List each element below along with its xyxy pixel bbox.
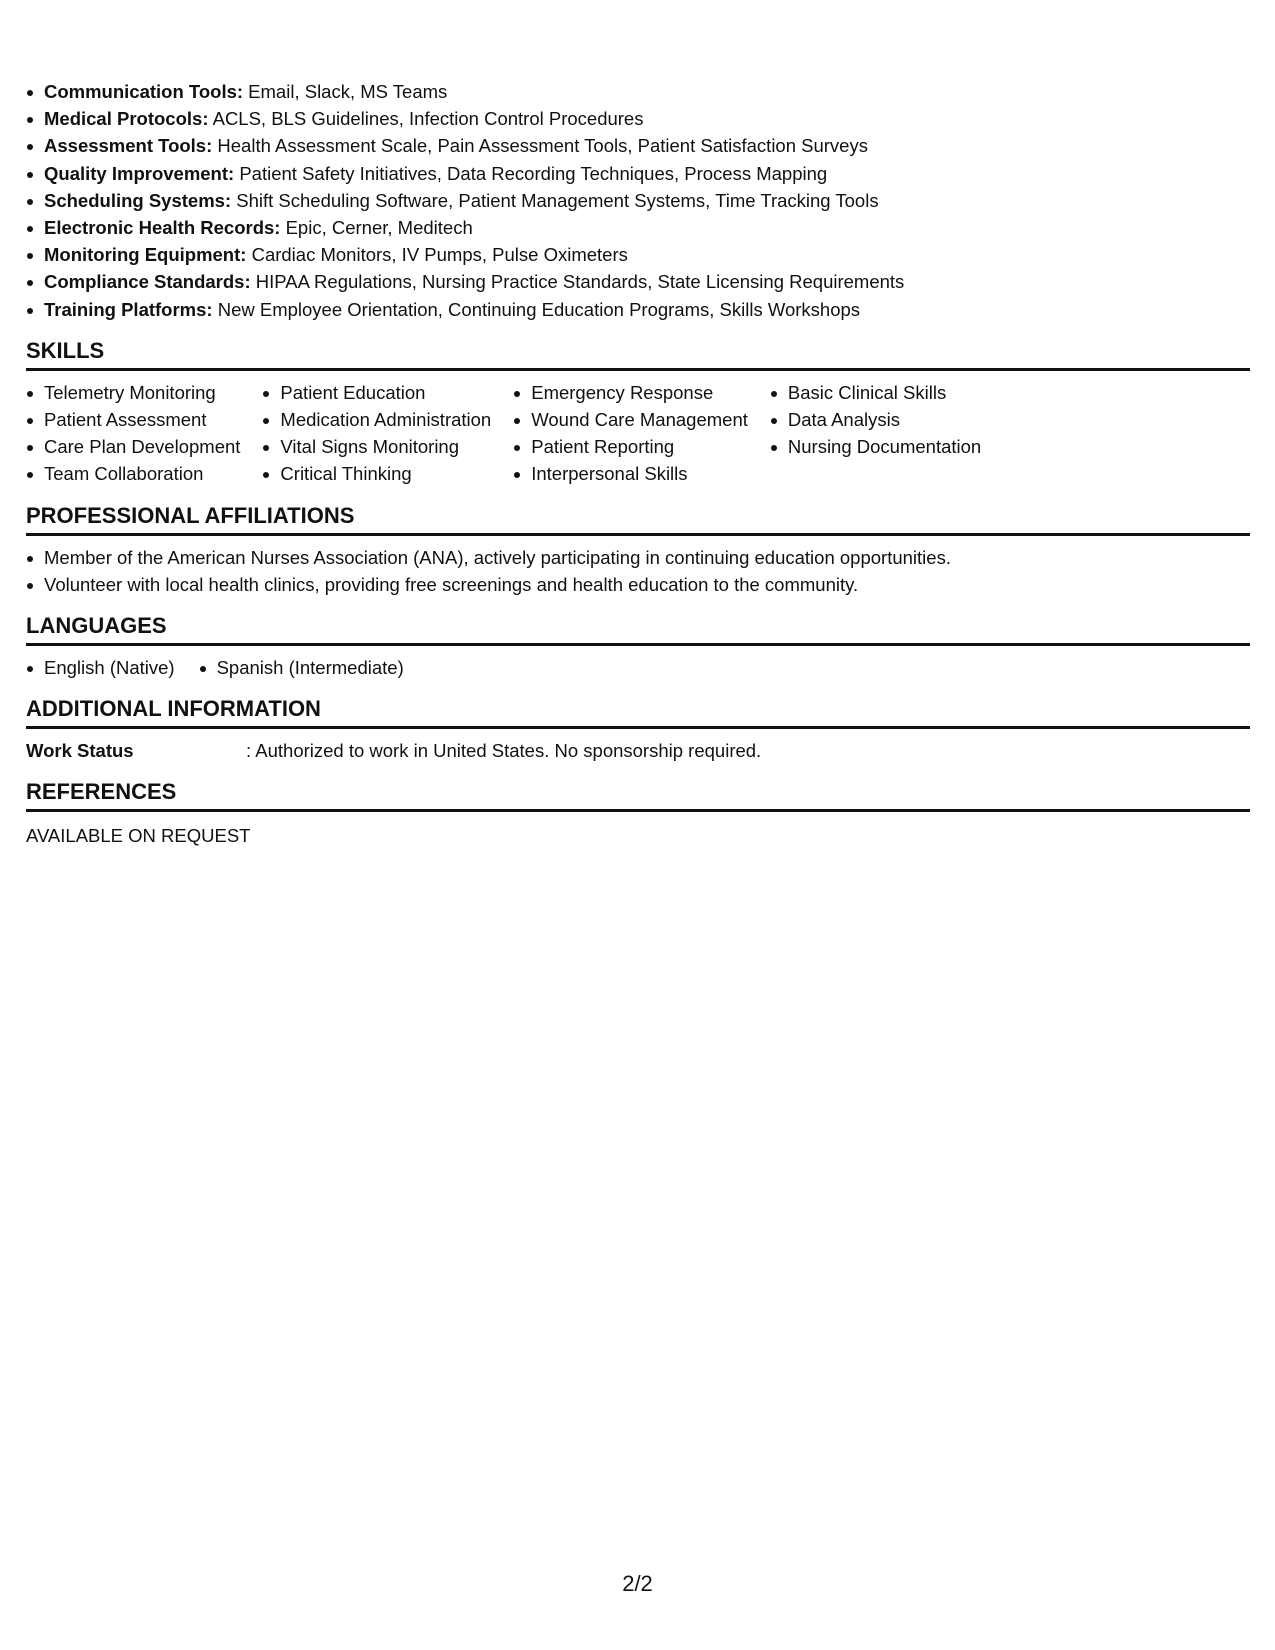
languages-section <box>26 612 1250 681</box>
tools-item-value: Shift Scheduling Software, Patient Management Systems, Time Tracking Tools <box>231 189 879 211</box>
skills-column <box>262 379 491 488</box>
language-item: Spanish (Intermediate) <box>199 654 404 681</box>
languages-heading: LANGUAGES <box>26 612 1250 646</box>
tools-item-value: Patient Safety Initiatives, Data Recording Techniques, Process Mapping <box>234 162 828 184</box>
work-status-value: : Authorized to work in United States. No sponsorship required. <box>246 740 762 762</box>
work-status-row <box>26 737 1250 764</box>
skill-item: Patient Assessment <box>26 406 240 433</box>
tools-item <box>26 105 1250 132</box>
skill-item: Data Analysis <box>770 406 981 433</box>
tools-item-label: Assessment Tools: <box>44 135 213 157</box>
references-heading: REFERENCES <box>26 778 1250 812</box>
skill-item: Team Collaboration <box>26 460 240 487</box>
tools-item <box>26 160 1250 187</box>
work-status-label: Work Status <box>26 740 134 762</box>
skill-item: Emergency Response <box>513 379 748 406</box>
skills-heading: SKILLS <box>26 337 1250 371</box>
skill-item: Wound Care Management <box>513 406 748 433</box>
tools-list <box>26 78 1250 323</box>
tools-item-value: Health Assessment Scale, Pain Assessment Tools, Patient Satisfaction Surveys <box>212 135 868 157</box>
tools-item-value: Cardiac Monitors, IV Pumps, Pulse Oximeters <box>246 244 628 266</box>
skill-item: Vital Signs Monitoring <box>262 433 491 460</box>
tools-item-label: Scheduling Systems: <box>44 189 232 211</box>
skill-item: Medication Administration <box>262 406 491 433</box>
skill-item: Patient Education <box>262 379 491 406</box>
tools-item <box>26 268 1250 295</box>
affiliations-list <box>26 544 1250 598</box>
skill-item: Basic Clinical Skills <box>770 379 981 406</box>
tools-item <box>26 214 1250 241</box>
affiliations-heading: PROFESSIONAL AFFILIATIONS <box>26 502 1250 536</box>
skill-item: Patient Reporting <box>513 433 748 460</box>
skill-item: Care Plan Development <box>26 433 240 460</box>
tools-item-label: Monitoring Equipment: <box>44 244 247 266</box>
tools-item-value: HIPAA Regulations, Nursing Practice Standards, State Licensing Requirements <box>250 271 905 293</box>
skill-item: Critical Thinking <box>262 460 491 487</box>
resume-page <box>26 78 1250 849</box>
tools-item <box>26 241 1250 268</box>
skill-item: Telemetry Monitoring <box>26 379 240 406</box>
skills-column <box>770 379 981 488</box>
tools-item-label: Communication Tools: <box>44 81 244 102</box>
skills-section <box>26 337 1250 488</box>
tools-item-value: New Employee Orientation, Continuing Education Programs, Skills Workshops <box>212 298 861 320</box>
language-item: English (Native) <box>26 654 175 681</box>
skill-item: Nursing Documentation <box>770 433 981 460</box>
tools-item-label: Electronic Health Records: <box>44 217 281 239</box>
tools-item <box>26 78 1250 105</box>
languages-list <box>26 654 1250 681</box>
skills-grid <box>26 379 1250 488</box>
skills-column <box>513 379 748 488</box>
page-number: 2/2 <box>622 1571 653 1596</box>
tools-item-label: Medical Protocols: <box>44 108 209 130</box>
affiliation-item: Volunteer with local health clinics, providing free screenings and health education to the community. <box>26 571 1250 598</box>
skills-column <box>26 379 240 488</box>
tools-item-value: ACLS, BLS Guidelines, Infection Control Procedures <box>208 108 644 130</box>
affiliations-section <box>26 502 1250 598</box>
affiliation-item: Member of the American Nurses Association (ANA), actively participating in continuing education opportunities. <box>26 544 1250 571</box>
references-text: AVAILABLE ON REQUEST <box>26 825 251 847</box>
tools-item-value: Epic, Cerner, Meditech <box>280 217 473 239</box>
tools-item-value: Email, Slack, MS Teams <box>243 81 448 102</box>
tools-item-label: Quality Improvement: <box>44 162 235 184</box>
additional-info-heading: ADDITIONAL INFORMATION <box>26 695 1250 729</box>
tools-item-label: Training Platforms: <box>44 298 213 320</box>
tools-item <box>26 296 1250 323</box>
references-section <box>26 778 1250 849</box>
additional-info-section <box>26 695 1250 764</box>
tools-item <box>26 132 1250 159</box>
tools-item <box>26 187 1250 214</box>
skill-item: Interpersonal Skills <box>513 460 748 487</box>
tools-item-label: Compliance Standards: <box>44 271 251 293</box>
